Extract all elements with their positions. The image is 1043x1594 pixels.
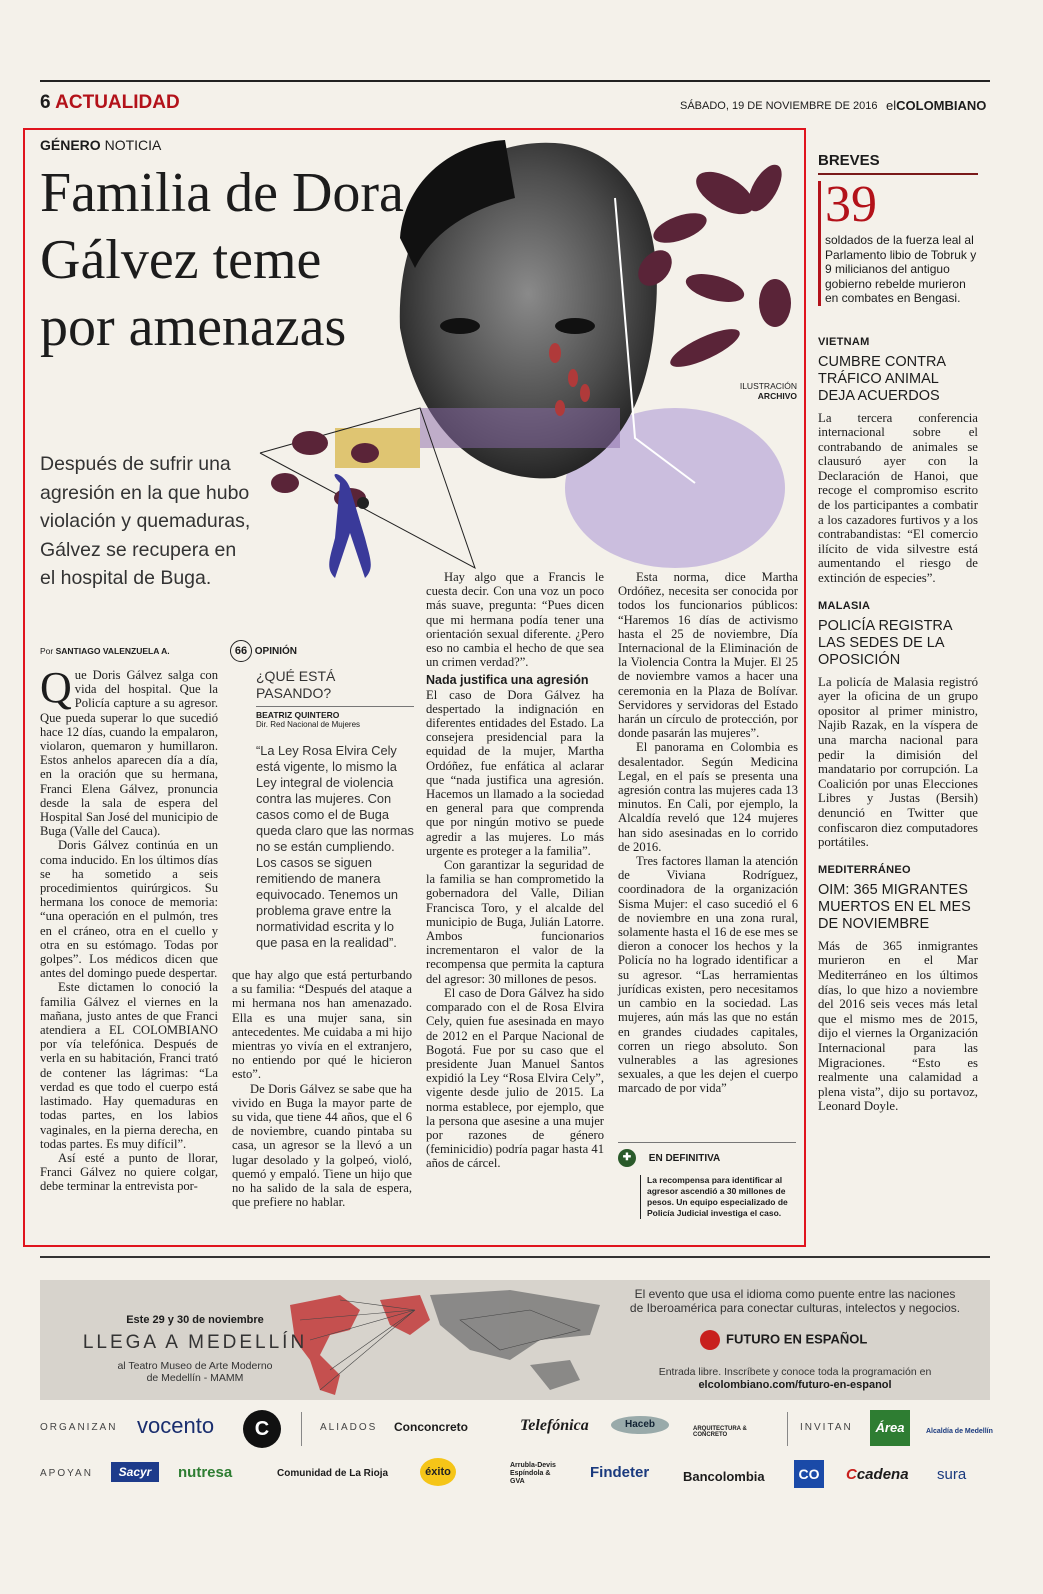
masthead: elCOLOMBIANO <box>886 98 987 113</box>
logo-sacyr: Sacyr <box>111 1462 159 1482</box>
ad-banner[interactable] <box>40 1280 990 1400</box>
brief-region: MALASIA <box>818 599 871 612</box>
brief-title: OIM: 365 MIGRANTES MUERTOS EN EL MES DE NOVIEMBRE <box>818 881 971 932</box>
logo-sura: sura <box>937 1466 967 1483</box>
article-column-4: Esta norma, dice Martha Ordóñez, necesita ser conocida por todos los funcionarios públicos: “Haremos 16 días de activismo hasta el 25 de noviembre, Día Internacional de la Eliminación de la Violencia Contra la Mujer. El 25 de noviembre vamos a hacer una ceremonia en la Plaza de Bolívar. Servidores y servidoras del Estado harán un círculo de protección, por donde pasarán las mujeres”. El panorama en Colombia es desalentador. Según Medicina Legal, en el país se presenta una agresión contra las mujeres cada 13 minutos. En Cali, por ejemplo, la Alcaldía reveló que 124 mujeres han sido asesinadas en lo corrido de 2016. Tres factores llaman la atención de Viviana Rodríguez, coordinadora de la organización Sisma Mujer: el caso sucedió el 6 de noviembre en una zona rural, solamente hasta el 16 de ese mes se dieron a conocer los hechos y la Policía no ha logrado identificar a su agresor. “Las herramientas jurídicas existen, pero necesitamos un cambio en la sociedad. Las mujeres, aún más las que no están en grandes ciudades capitales, corren un riego absoluto. Son vulnerables a las agresiones sexuales, a que les dejen el cuerpo marcado de por vida” <box>618 570 798 1096</box>
logo-findeter: Findeter <box>590 1464 650 1481</box>
logo-bancolombia: Bancolombia <box>683 1469 765 1484</box>
brief-item <box>818 336 978 586</box>
opinion-title: ¿QUÉ ESTÁ PASANDO? <box>256 668 336 701</box>
kicker: GÉNERO NOTICIA <box>40 137 162 153</box>
breves-big-number: 39 <box>825 176 877 233</box>
logo-la-rioja: Comunidad de La Rioja <box>277 1468 389 1479</box>
brief-item <box>818 600 978 850</box>
world-map-graphic <box>280 1280 620 1400</box>
subheading: Nada justifica una agresión <box>426 673 589 688</box>
page-number: 6 <box>40 92 51 113</box>
drop-cap: Q <box>40 663 72 712</box>
ad-url[interactable]: elcolombiano.com/futuro-en-espanol <box>698 1379 892 1391</box>
invitan-label: INVITAN <box>800 1422 853 1433</box>
quote-icon: 66 <box>230 640 252 662</box>
deck: Después de sufrir una agresión en la que hubo violación y quemaduras, Gálvez se recupera en el hospital de Buga. <box>40 453 251 589</box>
opinion-box <box>230 640 414 950</box>
ad-venue: al Teatro Museo de Arte Moderno de Medellín - MAMM <box>117 1360 273 1384</box>
section-name: ACTUALIDAD <box>55 92 180 113</box>
article-column-2: que hay algo que está perturbando a su familia: “Después del ataque a mi hermana nos han amenazado. Ella es una mujer sana, sin antecedentes. Me cuidaba a mi hijo mientras yo vivía en el extranjero, no entiendo por qué le hicieron esto”. De Doris Gálvez se sabe que ha vivido en Buga la mayor parte de su vida, que tiene 44 años, que el 6 de noviembre, cuando pintaba su casa, un agresor se la llevó a un lugar desolado y la golpeó, violó, quemó y empaló. Tiene un hijo que no ha salido de la sala de espera, que prefiere no hablar. <box>232 968 412 1210</box>
brief-title: POLICÍA REGISTRA LAS SEDES DE LA OPOSICIÓN <box>818 617 952 668</box>
logo-el-colombiano: C <box>243 1410 281 1448</box>
byline: Por SANTIAGO VALENZUELA A. <box>40 646 170 656</box>
header-rule <box>40 80 990 82</box>
breves-title: BREVES <box>818 152 880 169</box>
brief-item <box>818 864 978 1114</box>
article-column-1: Que Doris Gálvez salga con vida del hospital. Que la Policía capture a su agresor. Que pueda superar lo que sucedió hace 12 días, cuando la empalaron, violaron, quemaron y humillaron. Estos anhelos aparecen día a día, en la oración que su hermana, Franci Elena Gálvez, pronuncia desde la sala de espera del Hospital San José del municipio de Buga (Valle del Cauca). Doris Gálvez continúa en un coma inducido. En los últimos días se ha sometido a seis procedimientos quirúrgicos. Su hermana los conoce de memoria: “una operación en el pulmón, tres en el cráneo, otra en el cuello y otra en su estómago. Todas por golpes”. Los médicos dicen que antes del domingo puede despertar. Este dictamen lo conoció la familia Gálvez el viernes en la mañana, justo antes de que Franci atendiera a EL COLOMBIANO por vía telefónica. Después de verla en su habitación, Franci trató de contener las lágrimas: “La verdad es que todo el cuerpo está lastimado. Hay quemaduras en todas partes, en los labios vaginales, en la pierna derecha, en todas partes. Es muy difícil”. Así esté a punto de llorar, Franci Gálvez no quiere colgar, debe terminar la entrevista por- <box>40 663 218 1194</box>
ad-headline: LLEGA A MEDELLÍN <box>82 1332 308 1353</box>
illustration-credit: ILUSTRACIÓN ARCHIVO <box>739 381 797 401</box>
brief-region: VIETNAM <box>818 335 870 348</box>
opinion-author: BEATRIZ QUINTERO <box>256 710 340 720</box>
opinion-author-role: Dir. Red Nacional de Mujeres <box>256 720 361 729</box>
brief-body: La tercera conferencia internacional sobre el contrabando de animales se clausuró ayer con la Declaración de Hanoi, que recoge el compromiso escrito de los participantes a combatir a los cazadores furtivos y a los contrabandistas: “El comercio ilícito de vida silvestre está aumentando el riesgo de extinción de especies”. <box>818 410 978 586</box>
headline: Familia de Dora Gálvez teme por amenazas <box>40 162 404 358</box>
footer-rule <box>40 1256 990 1258</box>
logo-vocento: vocento <box>137 1413 215 1438</box>
logo-exito: éxito <box>420 1458 456 1486</box>
definitiva-icon: ✚ <box>618 1149 636 1167</box>
article-column-3: Hay algo que a Francis le cuesta decir. Con una voz un poco más suave, pregunta: “Pues dicen que mi hermana podía tener una orientación sexual diferente. ¿Pero eso no cambia el hecho de que sea un crimen verdad?”. Nada justifica una agresión El caso de Dora Gálvez ha despertado la indignación en diferentes entidades del Estado. La consejera presidencial para la equidad de la mujer, Martha Ordóñez, fue enfática al aclarar que “nada justifica una agresión. Hacemos un llamado a la sociedad en general para que comprenda que por ningún motivo se puede agredir a las mujeres. Lo más urgente es proteger a la familia”. Con garantizar la seguridad de la familia se han comprometido la gobernadora del Valle, Dilian Francisca Toro, y el alcalde del municipio de Buga, Julián Latorre. Ambos funcionarios incrementaron el valor de la recompensa que permita la captura del agresor: 30 millones de pesos. El caso de Dora Gálvez ha sido comparado con el de Rosa Elvira Cely, quien fue asesinada en mayo de 2012 en el Parque Nacional de Bogotá. Fue por su caso que el presidente Juan Manuel Santos expidió la Ley “Rosa Elvira Cely”, vigente desde julio de 2015. La norma establece, por ejemplo, que la persona que asesine a una mujer por razones de género (feminicidio) podría pagar hasta 41 años de cárcel. <box>426 570 604 1171</box>
apoyan-label: APOYAN <box>40 1468 93 1479</box>
logo-cadena: Ccadena <box>846 1466 909 1483</box>
definitiva-text: La recompensa para identificar al agresor ascendió a 30 millones de pesos. Un equipo especializado de Policía Judicial investiga el caso. <box>640 1175 796 1219</box>
logo-telefonica: Telefónica <box>520 1417 589 1434</box>
stripe-band <box>420 408 620 448</box>
opinion-label: OPINIÓN <box>254 646 298 657</box>
breves-sidebar <box>818 152 978 1114</box>
opinion-text: “La Ley Rosa Elvira Cely está vigente, lo mismo la Ley integral de violencia contra las mujeres. Con casos como el de Buga queda claro que las normas no se están cumpliendo. Los casos se siguen remitiendo de manera equivocado. Tenemos un problema grave entre la normatividad escrita y lo que pasa en la realidad”. <box>256 743 414 950</box>
brief-title: CUMBRE CONTRA TRÁFICO ANIMAL DEJA ACUERDOS <box>818 353 946 404</box>
logo-arrubla: Arrubla-Devis Espíndola & GVA <box>510 1462 556 1485</box>
definitiva-box <box>618 1142 796 1219</box>
brand-icon <box>700 1330 720 1350</box>
left-eye <box>440 318 480 334</box>
logo-co: CO <box>794 1460 824 1488</box>
ad-tagline: El evento que usa el idioma como puente entre las naciones de Iberoamérica para conectar culturas, intelectos y negocios. <box>629 1287 961 1315</box>
brief-region: MEDITERRÁNEO <box>818 863 911 876</box>
brief-body: Más de 365 inmigrantes murieron en el Mar Mediterráneo en los últimos días, lo que hizo a noviembre del 2016 seis veces más letal que el mismo mes de 2015, dijo el viernes la Organización Internacional para las Migraciones. “Esto es realmente una calamidad a plena vista”, dijo su portavoz, Leonard Doyle. <box>818 938 978 1114</box>
yellow-block <box>335 428 420 468</box>
logo-haceb: Haceb <box>611 1416 669 1434</box>
breves-number-text: soldados de la fuerza leal al Parlamento libio de Tobruk y 9 milicianos del antiguo gobierno rebelde murieron en combates en Bengasi. <box>825 233 977 305</box>
ad-cta: Entrada libre. Inscríbete y conoce toda la programación en <box>658 1366 932 1378</box>
organizan-label: ORGANIZAN <box>40 1422 118 1433</box>
logo-alcaldia-medellin: Alcaldía de Medellín <box>926 1428 993 1435</box>
logo-conconcreto: Conconcreto <box>394 1420 469 1434</box>
definitiva-title: EN DEFINITIVA <box>648 1152 721 1164</box>
brief-body: La policía de Malasia registró ayer la oficina de un grupo opositor al primer ministro, Najib Razak, en la víspera de una marcha nacional para pedir la dimisión del mandatario por corrupción. La Coalición por unas Elecciones Libres y Justas (Bersih) denunció en Twitter que confiscaron diez computadores portátiles. <box>818 674 978 850</box>
aliados-label: ALIADOS <box>320 1422 378 1433</box>
dot-mark <box>357 497 369 509</box>
logo-nutresa: nutresa <box>178 1464 233 1481</box>
right-eye <box>555 318 595 334</box>
awareness-ribbon <box>329 474 371 578</box>
illustration <box>255 138 800 588</box>
ad-dates: Este 29 y 30 de noviembre <box>126 1314 264 1326</box>
logo-area: Área <box>870 1410 910 1446</box>
page-header <box>40 92 180 114</box>
issue-date: SÁBADO, 19 DE NOVIEMBRE DE 2016 <box>680 100 878 112</box>
ad-brand: FUTURO EN ESPAÑOL <box>700 1330 867 1350</box>
logo-arquitectura-concreto: ARQUITECTURA & CONCRETO <box>693 1426 747 1438</box>
